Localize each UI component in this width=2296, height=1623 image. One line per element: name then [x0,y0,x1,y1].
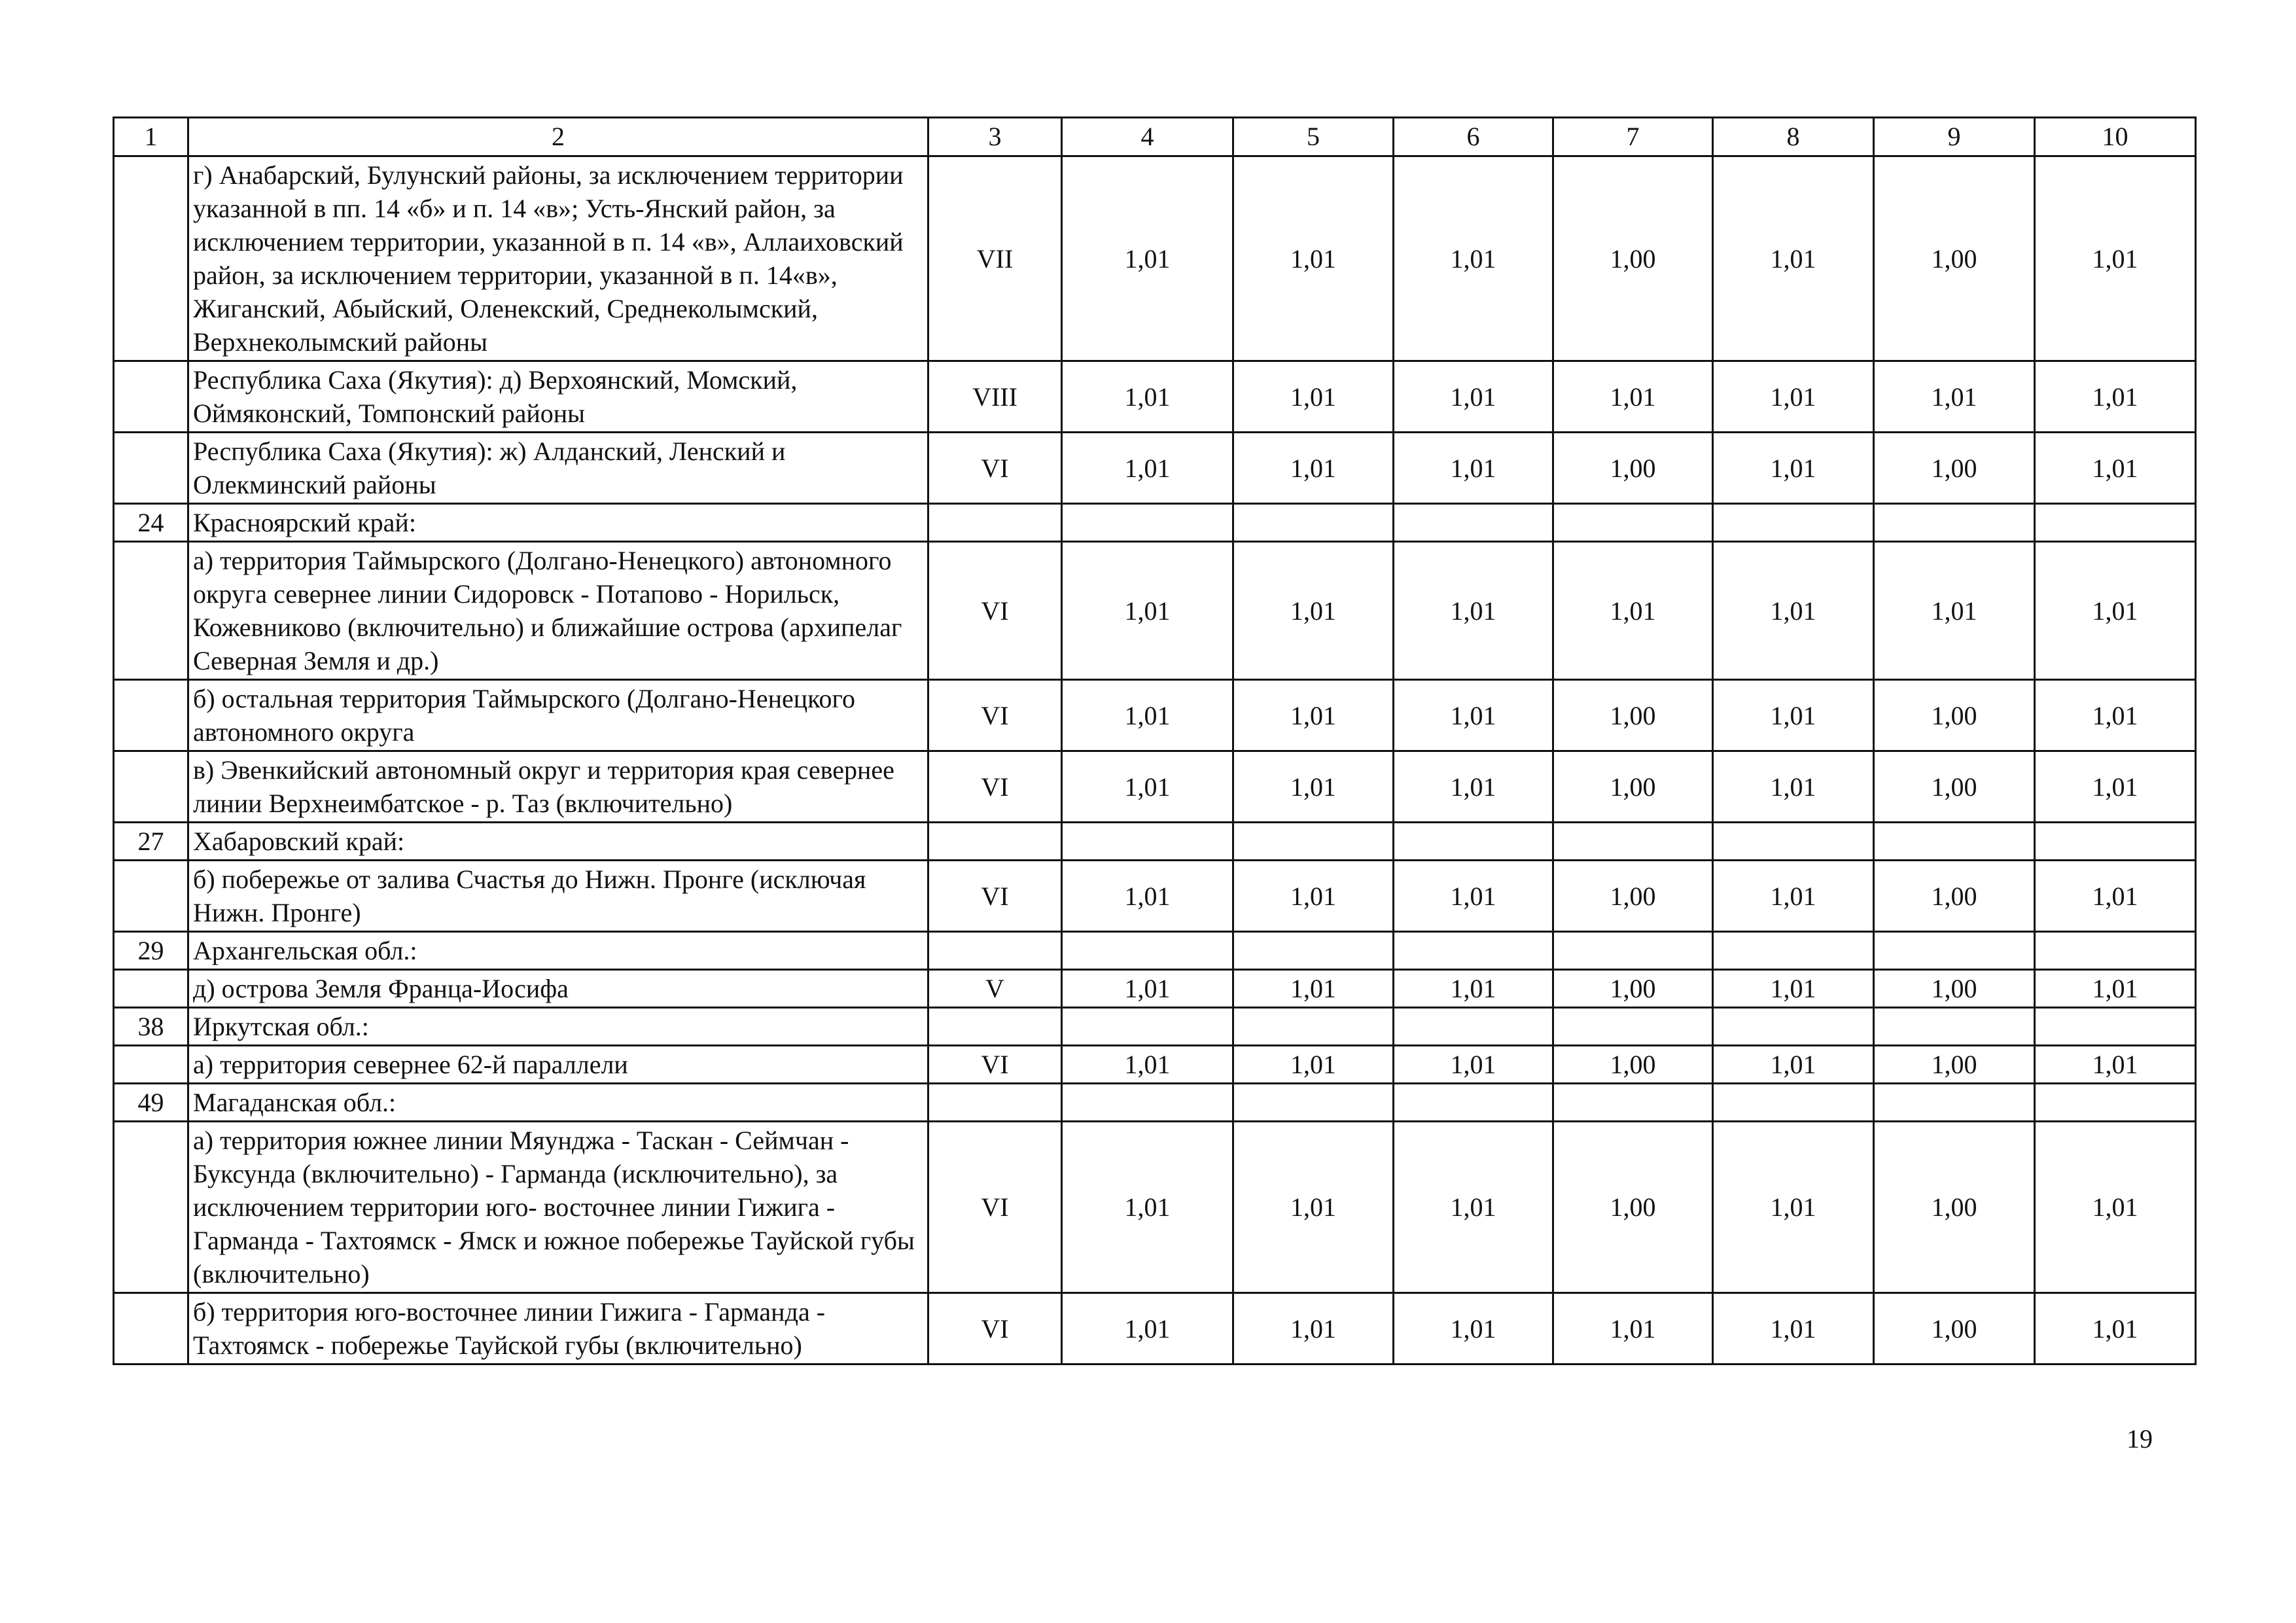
coefficient-cell-7 [1553,504,1713,542]
territory-cell: в) Эвенкийский автономный округ и территория края севернее линии Верхнеимбатское - р. Таз (включительно) [188,751,928,823]
table-row [114,1084,2196,1122]
header-cell: 5 [1233,118,1394,156]
coefficient-cell-6: 1,01 [1394,156,1553,361]
coefficient-cell-6: 1,01 [1394,361,1553,433]
header-cell: 9 [1874,118,2035,156]
coefficient-cell-7: 1,01 [1553,361,1713,433]
coefficient-cell-4: 1,01 [1062,861,1233,932]
coefficient-cell-10: 1,01 [2035,542,2196,680]
coefficient-cell-9 [1874,932,2035,970]
coefficient-cell-9: 1,00 [1874,433,2035,504]
coefficient-cell-5 [1233,932,1394,970]
table-row [114,680,2196,751]
zone-cell: VI [928,751,1062,823]
coefficient-cell-7: 1,00 [1553,751,1713,823]
coefficient-cell-6: 1,01 [1394,1046,1553,1084]
row-number-cell [114,680,188,751]
coefficient-cell-6: 1,01 [1394,542,1553,680]
territory-cell: Красноярский край: [188,504,928,542]
territory-cell: Хабаровский край: [188,823,928,861]
coefficient-cell-7: 1,00 [1553,970,1713,1008]
coefficient-cell-10: 1,01 [2035,751,2196,823]
row-number-cell [114,751,188,823]
zone-cell: VI [928,861,1062,932]
row-number-cell [114,542,188,680]
coefficient-cell-5: 1,01 [1233,751,1394,823]
coefficient-cell-6: 1,01 [1394,970,1553,1008]
coefficient-cell-4 [1062,932,1233,970]
table-row [114,1008,2196,1046]
zone-cell: VI [928,1122,1062,1293]
coefficient-cell-7: 1,00 [1553,680,1713,751]
coefficient-cell-8: 1,01 [1713,1293,1874,1364]
coefficient-cell-9: 1,01 [1874,542,2035,680]
coefficient-cell-7 [1553,1084,1713,1122]
zone-cell: VIII [928,361,1062,433]
coefficient-cell-10: 1,01 [2035,680,2196,751]
coefficient-cell-8 [1713,1084,1874,1122]
territory-cell: г) Анабарский, Булунский районы, за исключением территории указанной в пп. 14 «б» и п. 14 «в»; Усть-Янский район, за исключением территории, указанной в п. 14 «в», Аллаиховский район, за исключением территории, указанной в п. 14«в», Жиганский, Абыйский, Оленекский, Среднеколымский, Верхнеколымский районы [188,156,928,361]
coefficient-cell-10: 1,01 [2035,433,2196,504]
coefficient-cell-5 [1233,504,1394,542]
coefficient-cell-10: 1,01 [2035,1046,2196,1084]
coefficient-cell-4 [1062,1084,1233,1122]
coefficient-cell-8 [1713,504,1874,542]
table-row [114,361,2196,433]
coefficient-cell-7: 1,00 [1553,1122,1713,1293]
coefficient-cell-10 [2035,1084,2196,1122]
coefficient-cell-5: 1,01 [1233,1046,1394,1084]
coefficient-cell-9: 1,00 [1874,680,2035,751]
coefficient-cell-6: 1,01 [1394,680,1553,751]
coefficient-cell-10: 1,01 [2035,1293,2196,1364]
table-row [114,156,2196,361]
coefficient-cell-10 [2035,932,2196,970]
coefficient-cell-8: 1,01 [1713,361,1874,433]
row-number-cell [114,970,188,1008]
row-number-cell: 27 [114,823,188,861]
zone-cell [928,823,1062,861]
zone-cell: VI [928,433,1062,504]
coefficient-cell-8 [1713,932,1874,970]
coefficient-cell-10: 1,01 [2035,1122,2196,1293]
row-number-cell [114,1293,188,1364]
coefficient-cell-8: 1,01 [1713,1046,1874,1084]
coefficient-cell-9 [1874,1008,2035,1046]
coefficient-cell-5 [1233,1008,1394,1046]
coefficient-cell-5: 1,01 [1233,861,1394,932]
coefficient-cell-8: 1,01 [1713,970,1874,1008]
coefficient-cell-4: 1,01 [1062,970,1233,1008]
coefficient-cell-8: 1,01 [1713,433,1874,504]
coefficient-cell-7 [1553,932,1713,970]
coefficient-cell-6: 1,01 [1394,751,1553,823]
table-row [114,1122,2196,1293]
row-number-cell: 38 [114,1008,188,1046]
coefficient-cell-7: 1,00 [1553,1046,1713,1084]
header-cell: 7 [1553,118,1713,156]
table-row [114,823,2196,861]
coefficient-cell-5 [1233,823,1394,861]
coefficient-cell-8: 1,01 [1713,751,1874,823]
coefficient-cell-7: 1,01 [1553,542,1713,680]
coefficient-cell-4 [1062,504,1233,542]
table-row [114,861,2196,932]
row-number-cell [114,1046,188,1084]
coefficient-cell-5: 1,01 [1233,1293,1394,1364]
coefficient-cell-10 [2035,823,2196,861]
coefficient-cell-10 [2035,504,2196,542]
coefficient-cell-8: 1,01 [1713,680,1874,751]
zone-cell: VI [928,680,1062,751]
table-row [114,932,2196,970]
coefficient-cell-7 [1553,823,1713,861]
coefficient-cell-6: 1,01 [1394,861,1553,932]
coefficient-cell-5: 1,01 [1233,1122,1394,1293]
coefficient-cell-8 [1713,823,1874,861]
coefficient-cell-6 [1394,1084,1553,1122]
coefficient-cell-9: 1,00 [1874,970,2035,1008]
header-cell: 2 [188,118,928,156]
row-number-cell [114,1122,188,1293]
row-number-cell [114,433,188,504]
coefficient-cell-6 [1394,1008,1553,1046]
territory-cell: б) территория юго-восточнее линии Гижига - Гарманда - Тахтоямск - побережье Тауйской губы (включительно) [188,1293,928,1364]
table-row [114,542,2196,680]
header-cell: 6 [1394,118,1553,156]
row-number-cell [114,361,188,433]
coefficient-cell-4 [1062,823,1233,861]
coefficient-cell-7: 1,00 [1553,861,1713,932]
zone-cell [928,1008,1062,1046]
coefficient-table [113,116,2197,1365]
header-cell: 3 [928,118,1062,156]
territory-cell: а) территория севернее 62-й параллели [188,1046,928,1084]
coefficient-cell-5: 1,01 [1233,680,1394,751]
coefficient-cell-5: 1,01 [1233,361,1394,433]
coefficient-cell-9: 1,00 [1874,861,2035,932]
zone-cell: VI [928,542,1062,680]
coefficient-cell-8: 1,01 [1713,156,1874,361]
coefficient-cell-7: 1,00 [1553,433,1713,504]
coefficient-cell-10 [2035,1008,2196,1046]
coefficient-cell-4: 1,01 [1062,680,1233,751]
territory-cell: Республика Саха (Якутия): д) Верхоянский, Момский, Оймяконский, Томпонский районы [188,361,928,433]
coefficient-cell-10: 1,01 [2035,970,2196,1008]
coefficient-cell-4: 1,01 [1062,1122,1233,1293]
header-cell: 10 [2035,118,2196,156]
table-header-row [114,118,2196,156]
territory-cell: Архангельская обл.: [188,932,928,970]
coefficient-cell-9 [1874,823,2035,861]
coefficient-cell-7: 1,01 [1553,1293,1713,1364]
table-row [114,504,2196,542]
coefficient-cell-4: 1,01 [1062,1046,1233,1084]
coefficient-cell-8: 1,01 [1713,861,1874,932]
zone-cell: VI [928,1046,1062,1084]
coefficient-cell-9: 1,00 [1874,1046,2035,1084]
table-row [114,751,2196,823]
coefficient-cell-5: 1,01 [1233,433,1394,504]
coefficient-cell-9: 1,01 [1874,361,2035,433]
territory-cell: Республика Саха (Якутия): ж) Алданский, Ленский и Олекминский районы [188,433,928,504]
coefficient-cell-9: 1,00 [1874,1122,2035,1293]
table-row [114,1293,2196,1364]
coefficient-cell-9: 1,00 [1874,156,2035,361]
territory-cell: д) острова Земля Франца-Иосифа [188,970,928,1008]
header-cell: 1 [114,118,188,156]
zone-cell: VI [928,1293,1062,1364]
header-cell: 4 [1062,118,1233,156]
coefficient-cell-5: 1,01 [1233,970,1394,1008]
coefficient-cell-10: 1,01 [2035,156,2196,361]
zone-cell [928,1084,1062,1122]
coefficient-cell-4: 1,01 [1062,156,1233,361]
coefficient-cell-5 [1233,1084,1394,1122]
coefficient-cell-6: 1,01 [1394,433,1553,504]
page-number: 19 [2127,1424,2153,1454]
coefficient-cell-9 [1874,1084,2035,1122]
zone-cell: V [928,970,1062,1008]
row-number-cell: 29 [114,932,188,970]
coefficient-cell-4: 1,01 [1062,542,1233,680]
territory-cell: а) территория Таймырского (Долгано-Ненецкого) автономного округа севернее линии Сидоровск - Потапово - Норильск, Кожевниково (включительно) и ближайшие острова (архипелаг Северная Земля и др.) [188,542,928,680]
coefficient-cell-4: 1,01 [1062,361,1233,433]
row-number-cell [114,156,188,361]
coefficient-cell-6: 1,01 [1394,1122,1553,1293]
row-number-cell: 24 [114,504,188,542]
coefficient-cell-7 [1553,1008,1713,1046]
territory-cell: Магаданская обл.: [188,1084,928,1122]
territory-cell: Иркутская обл.: [188,1008,928,1046]
coefficient-cell-4: 1,01 [1062,433,1233,504]
coefficient-cell-10: 1,01 [2035,361,2196,433]
row-number-cell [114,861,188,932]
coefficient-cell-5: 1,01 [1233,542,1394,680]
row-number-cell: 49 [114,1084,188,1122]
territory-cell: а) территория южнее линии Мяунджа - Таскан - Сеймчан - Буксунда (включительно) - Гарманда (исключительно), за исключением территории юго- восточнее линии Гижига - Гарманда - Тахтоямск - Ямск и южное побережье Тауйской губы (включительно) [188,1122,928,1293]
zone-cell: VII [928,156,1062,361]
table-row [114,433,2196,504]
coefficient-cell-4: 1,01 [1062,751,1233,823]
coefficient-cell-5: 1,01 [1233,156,1394,361]
coefficient-cell-6: 1,01 [1394,1293,1553,1364]
table-row [114,1046,2196,1084]
header-cell: 8 [1713,118,1874,156]
territory-cell: б) остальная территория Таймырского (Долгано-Ненецкого автономного округа [188,680,928,751]
coefficient-cell-8 [1713,1008,1874,1046]
zone-cell [928,932,1062,970]
coefficient-cell-6 [1394,932,1553,970]
coefficient-cell-8: 1,01 [1713,542,1874,680]
zone-cell [928,504,1062,542]
coefficient-cell-9: 1,00 [1874,1293,2035,1364]
coefficient-cell-7: 1,00 [1553,156,1713,361]
coefficient-cell-6 [1394,504,1553,542]
coefficient-cell-10: 1,01 [2035,861,2196,932]
territory-cell: б) побережье от залива Счастья до Нижн. Пронге (исключая Нижн. Пронге) [188,861,928,932]
coefficient-cell-8: 1,01 [1713,1122,1874,1293]
table-row [114,970,2196,1008]
coefficient-cell-4: 1,01 [1062,1293,1233,1364]
coefficient-cell-9: 1,00 [1874,751,2035,823]
coefficient-cell-9 [1874,504,2035,542]
coefficient-cell-4 [1062,1008,1233,1046]
coefficient-cell-6 [1394,823,1553,861]
